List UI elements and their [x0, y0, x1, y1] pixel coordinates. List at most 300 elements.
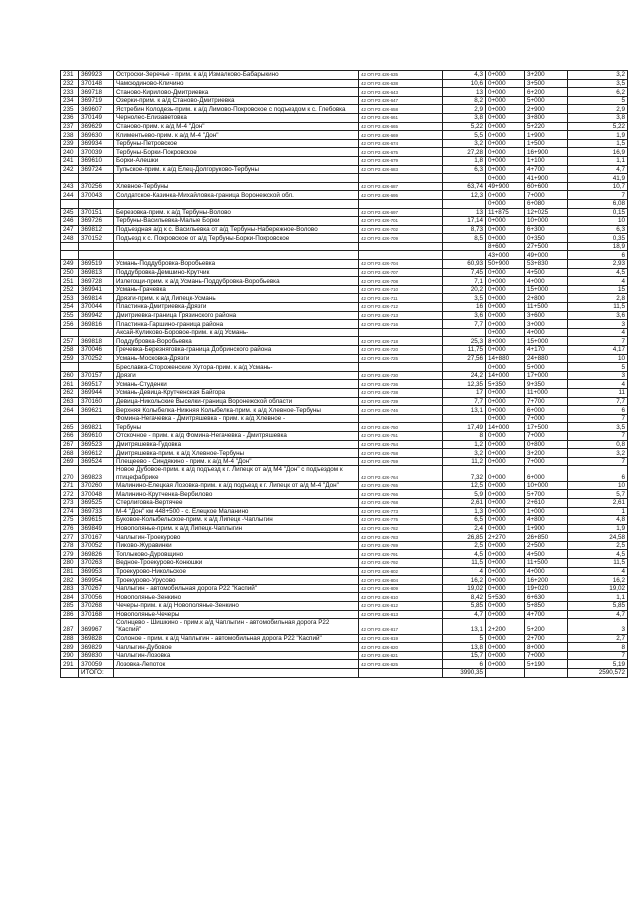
table-row [61, 602, 628, 611]
segment-end-cell: 2+700 [525, 634, 568, 643]
road-length-cell: 13 [443, 88, 486, 97]
segment-end-cell: 6+000 [525, 406, 568, 415]
table-row [61, 524, 628, 533]
segment-length-cell: 3,5 [568, 423, 628, 432]
segment-length-cell: 7 [568, 457, 628, 466]
row-number-cell: 284 [61, 593, 79, 602]
row-number-cell: 282 [61, 576, 79, 585]
segment-end-cell: 5+000 [525, 96, 568, 105]
road-name-cell: Дрязги-прим. к а/д Липецк-Усмань [114, 294, 359, 303]
road-id-cell: 370039 [79, 148, 114, 157]
road-length-cell: 20,2 [443, 285, 486, 294]
segment-length-cell: 4,8 [568, 516, 628, 525]
row-number-cell [61, 328, 79, 337]
segment-end-cell: 4+700 [525, 165, 568, 174]
road-length-cell: 5 [443, 634, 486, 643]
segment-start-cell: 0+000 [486, 346, 525, 355]
table-row [61, 303, 628, 312]
road-name-cell: Тербуны-Васильевка-Малые Борки [114, 217, 359, 226]
road-name-cell: Солоное - прим. к а/д Чаплыгин - автомобильная дорога Р22 "Каспий" [114, 634, 359, 643]
table-row [61, 481, 628, 490]
road-length-cell [443, 363, 486, 372]
table-row [61, 354, 628, 363]
table-row [61, 660, 628, 669]
row-number-cell: 256 [61, 320, 79, 329]
segment-start-cell: 0+000 [486, 414, 525, 423]
road-name-cell: Тербуны-Борки-Покровское [114, 148, 359, 157]
segment-length-cell: 11 [568, 388, 628, 397]
road-code-cell: 42 ОП РЗ 42К-802 [359, 567, 443, 576]
road-length-cell: 8,73 [443, 225, 486, 234]
road-length-cell: 15,7 [443, 651, 486, 660]
segment-length-cell: 1 [568, 507, 628, 516]
road-length-cell: 7,1 [443, 277, 486, 286]
road-name-cell: Поддубровка-Воробьевка [114, 337, 359, 346]
road-code-cell: 42 ОП РЗ 42К-647 [359, 96, 443, 105]
road-id-cell: 370149 [79, 113, 114, 122]
row-number-cell: 249 [61, 260, 79, 269]
road-name-cell: Верхняя Колыбелка-Нижняя Колыбелка-прим. к а/д Хлевное-Тербуны [114, 406, 359, 415]
segment-length-cell: 3 [568, 320, 628, 329]
road-code-cell: 42 ОП РЗ 42К-738 [359, 388, 443, 397]
table-row [61, 320, 628, 329]
table-row [61, 294, 628, 303]
road-length-cell: 4 [443, 567, 486, 576]
segment-length-cell: 10 [568, 481, 628, 490]
segment-start-cell: 0+000 [486, 449, 525, 458]
table-row [61, 431, 628, 440]
segment-end-cell: 11+000 [525, 388, 568, 397]
road-id-cell: 369517 [79, 380, 114, 389]
table-row [61, 498, 628, 507]
road-code-cell: 42 ОП РЗ 42К-718 [359, 337, 443, 346]
row-number-cell: 251 [61, 277, 79, 286]
road-code-cell: 42 ОП РЗ 42К-765 [359, 481, 443, 490]
table-row [61, 71, 628, 80]
segment-end-cell: 6+200 [525, 88, 568, 97]
segment-length-cell: 0,8 [568, 440, 628, 449]
segment-start-cell: 0+000 [486, 285, 525, 294]
road-code-cell: 42 ОП РЗ 42К-669 [359, 131, 443, 140]
road-code-cell: 42 ОП РЗ 42К-658 [359, 105, 443, 114]
segment-end-cell: 2+900 [525, 105, 568, 114]
table-row [61, 242, 628, 251]
road-code-cell [359, 251, 443, 260]
road-id-cell: 369954 [79, 576, 114, 585]
row-number-cell: 269 [61, 457, 79, 466]
row-number-cell: 260 [61, 371, 79, 380]
road-id-cell: 369942 [79, 311, 114, 320]
road-name-cell: Новополянье-Зенкино [114, 593, 359, 602]
road-name-cell: Троекурово-Никольское [114, 567, 359, 576]
segment-start-cell: 0+000 [486, 294, 525, 303]
table-row [61, 363, 628, 372]
segment-end-cell: 5+850 [525, 602, 568, 611]
road-id-cell [79, 363, 114, 372]
table-row [61, 122, 628, 131]
road-id-cell: 369612 [79, 449, 114, 458]
road-code-cell: 42 ОП РЗ 42К-720 [359, 346, 443, 355]
road-length-cell: 2,4 [443, 524, 486, 533]
road-code-cell: 42 ОП РЗ 42К-697 [359, 208, 443, 217]
segment-start-cell: 0+000 [486, 268, 525, 277]
segment-length-cell: 3,2 [568, 449, 628, 458]
road-length-cell: 11,75 [443, 346, 486, 355]
row-number-cell: 289 [61, 643, 79, 652]
road-code-cell: 42 ОП РЗ 42К-746 [359, 406, 443, 415]
road-code-cell: 42 ОП РЗ 42К-817 [359, 619, 443, 634]
row-number-cell: 238 [61, 131, 79, 140]
segment-length-cell: 1,1 [568, 156, 628, 165]
segment-start-cell: 0+000 [486, 516, 525, 525]
table-row [61, 268, 628, 277]
segment-start-cell: 0+000 [486, 113, 525, 122]
segment-length-cell: 15 [568, 285, 628, 294]
road-code-cell: 42 ОП РЗ 42К-764 [359, 466, 443, 481]
segment-length-cell: 5 [568, 96, 628, 105]
row-number-cell: 288 [61, 634, 79, 643]
segment-length-cell: 1,1 [568, 593, 628, 602]
row-number-cell [61, 174, 79, 183]
row-number-cell [61, 363, 79, 372]
road-code-cell: 42 ОП РЗ 42К-825 [359, 660, 443, 669]
road-id-cell: 369953 [79, 567, 114, 576]
table-row [61, 466, 628, 481]
table-row [61, 165, 628, 174]
segment-length-cell: 2,5 [568, 541, 628, 550]
road-length-cell: 6,3 [443, 165, 486, 174]
segment-start-cell: 0+000 [486, 320, 525, 329]
road-name-cell: Станово-прим. к а/д М-4 "Дон" [114, 122, 359, 131]
road-length-cell: 7,45 [443, 268, 486, 277]
segment-start-cell: 0+000 [486, 643, 525, 652]
road-name-cell: Плещеево - Синдякино - прим. к а/д М-4 "Дон" [114, 457, 359, 466]
road-code-cell: 42 ОП РЗ 42К-695 [359, 191, 443, 200]
table-row [61, 251, 628, 260]
row-number-cell: 236 [61, 113, 79, 122]
road-length-cell: 3,5 [443, 294, 486, 303]
table-row [61, 139, 628, 148]
road-length-cell: 2,9 [443, 105, 486, 114]
road-name-cell: Стерлиговка-Вертячее [114, 498, 359, 507]
segment-end-cell: 4+000 [525, 277, 568, 286]
road-code-cell: 42 ОП РЗ 42К-813 [359, 610, 443, 619]
road-code-cell: 42 ОП РЗ 42К-773 [359, 507, 443, 516]
road-code-cell: 42 ОП РЗ 42К-810 [359, 593, 443, 602]
total-cell-blank [525, 669, 568, 678]
road-id-cell: 370052 [79, 541, 114, 550]
segment-length-cell: 19,02 [568, 584, 628, 593]
table-row [61, 388, 628, 397]
road-code-cell [359, 328, 443, 337]
total-label: ИТОГО: [79, 669, 114, 678]
road-name-cell: М-4 "Дон" км 448+500 - с. Елецкое Маланино [114, 507, 359, 516]
row-number-cell: 264 [61, 406, 79, 415]
segment-start-cell: 43+000 [486, 251, 525, 260]
road-code-cell: 42 ОП РЗ 42К-638 [359, 79, 443, 88]
row-number-cell: 239 [61, 139, 79, 148]
road-name-cell: Троекурово-Урусово [114, 576, 359, 585]
road-id-cell: 370046 [79, 346, 114, 355]
road-name-cell [114, 242, 359, 251]
road-code-cell: 42 ОП РЗ 42К-713 [359, 311, 443, 320]
road-code-cell: 42 ОП РЗ 42К-754 [359, 440, 443, 449]
road-id-cell: 369816 [79, 320, 114, 329]
road-id-cell [79, 414, 114, 423]
road-name-cell: Гречевка-Березняговка-граница Добринского района [114, 346, 359, 355]
road-name-cell: Аксай-Куликово-Боровое-прим. к а/д Усмань- [114, 328, 359, 337]
table-row [61, 328, 628, 337]
segment-start-cell: 5+530 [486, 593, 525, 602]
road-code-cell: 42 ОП РЗ 42К-708 [359, 277, 443, 286]
segment-start-cell: 0+000 [486, 466, 525, 481]
segment-start-cell: 0+000 [486, 610, 525, 619]
road-id-cell: 370157 [79, 371, 114, 380]
road-id-cell: 370056 [79, 593, 114, 602]
table-row [61, 651, 628, 660]
road-id-cell [79, 199, 114, 208]
road-name-cell: Топлыково-Дуровщино [114, 550, 359, 559]
row-number-cell: 252 [61, 285, 79, 294]
road-code-cell: 42 ОП РЗ 42К-812 [359, 602, 443, 611]
road-name-cell: Чаплыгин - автомобильная дорога Р22 "Каспий" [114, 584, 359, 593]
road-length-cell: 3,2 [443, 449, 486, 458]
row-number-cell: 263 [61, 397, 79, 406]
table-row [61, 217, 628, 226]
table-row [61, 423, 628, 432]
segment-start-cell: 0+000 [486, 139, 525, 148]
road-name-cell: Ястребин Колодезь-прим. к а/д Лимово-Покровское с подъездом к с. Глебовка [114, 105, 359, 114]
road-code-cell [359, 414, 443, 423]
road-name-cell: Излегощи-прим. к а/д Усмань-Поддубровка-Воробьевка [114, 277, 359, 286]
road-length-cell: 7,7 [443, 320, 486, 329]
segment-length-cell: 6,3 [568, 225, 628, 234]
row-number-cell: 246 [61, 217, 79, 226]
segment-length-cell: 2,9 [568, 105, 628, 114]
row-number-cell: 273 [61, 498, 79, 507]
segment-end-cell: 3+000 [525, 320, 568, 329]
road-code-cell: 42 ОП РЗ 42К-661 [359, 113, 443, 122]
segment-length-cell: 6,08 [568, 199, 628, 208]
road-name-cell: Поддубровка-Демшино-Крутчик [114, 268, 359, 277]
road-length-cell: 60,93 [443, 260, 486, 269]
road-code-cell: 42 ОП РЗ 42К-792 [359, 559, 443, 568]
road-length-cell: 7,7 [443, 397, 486, 406]
segment-length-cell: 18,9 [568, 242, 628, 251]
road-name-cell: Чаплыгин-Троекурово [114, 533, 359, 542]
road-length-cell: 2,5 [443, 541, 486, 550]
road-name-cell: Новополянье-прим. к а/д Липецк-Чаплыгин [114, 524, 359, 533]
row-number-cell: 280 [61, 559, 79, 568]
segment-start-cell: 0+000 [486, 96, 525, 105]
total-cell-blank [114, 669, 359, 678]
road-code-cell: 42 ОП РЗ 42К-643 [359, 88, 443, 97]
road-code-cell: 42 ОП РЗ 42К-775 [359, 516, 443, 525]
segment-start-cell: 11+875 [486, 208, 525, 217]
road-code-cell: 42 ОП РЗ 42К-766 [359, 490, 443, 499]
table-row [61, 449, 628, 458]
segment-end-cell: 1+100 [525, 156, 568, 165]
table-row [61, 208, 628, 217]
road-name-cell: Дмитриевка-граница Грязинского района [114, 311, 359, 320]
segment-length-cell: 6 [568, 406, 628, 415]
segment-start-cell: 0+000 [486, 199, 525, 208]
road-length-cell: 5,22 [443, 122, 486, 131]
road-code-cell: 42 ОП РЗ 42К-820 [359, 643, 443, 652]
segment-start-cell: 0+000 [486, 131, 525, 140]
table-row [61, 225, 628, 234]
segment-start-cell: 0+000 [486, 234, 525, 243]
road-length-cell [443, 328, 486, 337]
segment-end-cell: 19+020 [525, 584, 568, 593]
segment-start-cell: 0+000 [486, 457, 525, 466]
table-row [61, 182, 628, 191]
road-name-cell: Усмань-Студенки [114, 380, 359, 389]
road-id-cell: 370043 [79, 191, 114, 200]
road-code-cell: 42 ОП РЗ 42К-711 [359, 294, 443, 303]
total-length: 3990,35 [443, 669, 486, 678]
road-code-cell: 42 ОП РЗ 42К-674 [359, 139, 443, 148]
segment-end-cell: 12+025 [525, 208, 568, 217]
road-name-cell: Фомина-Негачевка - Дмитряшевка - прим. к а/д Хлевное - [114, 414, 359, 423]
road-id-cell: 369523 [79, 440, 114, 449]
segment-start-cell: 0+000 [486, 481, 525, 490]
road-name-cell: Дрязги [114, 371, 359, 380]
row-number-cell: 285 [61, 602, 79, 611]
row-number-cell: 258 [61, 346, 79, 355]
segment-start-cell: 0+000 [486, 174, 525, 183]
road-code-cell: 42 ОП РЗ 42К-709 [359, 234, 443, 243]
segment-start-cell: 0+000 [486, 79, 525, 88]
road-id-cell: 369813 [79, 268, 114, 277]
road-id-cell: 370151 [79, 208, 114, 217]
road-name-cell: Чамсюдиново-Кличино [114, 79, 359, 88]
table-row [61, 440, 628, 449]
segment-end-cell: 11+500 [525, 559, 568, 568]
road-id-cell: 369830 [79, 651, 114, 660]
road-id-cell: 369812 [79, 225, 114, 234]
segment-start-cell: 0+000 [486, 363, 525, 372]
road-id-cell: 369934 [79, 139, 114, 148]
road-name-cell: Лозовка-Лепоток [114, 660, 359, 669]
road-code-cell: 42 ОП РЗ 42К-809 [359, 584, 443, 593]
road-length-cell: 26,85 [443, 533, 486, 542]
segment-start-cell: 2+200 [486, 619, 525, 634]
road-code-cell: 42 ОП РЗ 42К-687 [359, 182, 443, 191]
row-number-cell: 254 [61, 303, 79, 312]
row-number-cell: 243 [61, 182, 79, 191]
road-code-cell: 42 ОП РЗ 42К-739 [359, 397, 443, 406]
segment-start-cell: 0+000 [486, 148, 525, 157]
road-length-cell: 8,2 [443, 96, 486, 105]
segment-end-cell: 4+170 [525, 346, 568, 355]
road-name-cell: Усмань-Московка-Дрязги [114, 354, 359, 363]
table-row [61, 541, 628, 550]
row-number-cell: 235 [61, 105, 79, 114]
segment-start-cell: 0+000 [486, 88, 525, 97]
road-id-cell: 369944 [79, 388, 114, 397]
road-code-cell: 42 ОП РЗ 42К-783 [359, 533, 443, 542]
segment-start-cell: 0+000 [486, 576, 525, 585]
road-name-cell: Девица-Никольские Выселки-граница Воронежской области [114, 397, 359, 406]
road-code-cell: 42 ОП РЗ 42К-791 [359, 550, 443, 559]
road-length-cell: 12,5 [443, 481, 486, 490]
table-row [61, 576, 628, 585]
road-name-cell: Ведное-Троекурово-Конюшки [114, 559, 359, 568]
road-id-cell: 369821 [79, 423, 114, 432]
row-number-cell: 261 [61, 380, 79, 389]
road-id-cell: 369733 [79, 507, 114, 516]
segment-start-cell: 0+000 [486, 303, 525, 312]
segment-end-cell: 4+000 [525, 567, 568, 576]
road-id-cell: 369726 [79, 217, 114, 226]
row-number-cell [61, 199, 79, 208]
road-code-cell [359, 174, 443, 183]
road-length-cell: 8,42 [443, 593, 486, 602]
segment-end-cell: 7+000 [525, 457, 568, 466]
row-number-cell [61, 242, 79, 251]
road-length-cell: 5,5 [443, 131, 486, 140]
segment-end-cell: 16+200 [525, 576, 568, 585]
road-length-cell: 4,3 [443, 71, 486, 80]
table-row [61, 507, 628, 516]
total-cell-blank [486, 669, 525, 678]
table-row [61, 174, 628, 183]
total-cell-blank [359, 669, 443, 678]
road-id-cell: 370160 [79, 397, 114, 406]
segment-end-cell: 6+630 [525, 593, 568, 602]
segment-end-cell: 2+610 [525, 498, 568, 507]
road-code-cell: 42 ОП РЗ 42К-782 [359, 524, 443, 533]
segment-start-cell: 0+000 [486, 498, 525, 507]
road-code-cell: 42 ОП РЗ 42К-736 [359, 380, 443, 389]
road-length-cell: 1,3 [443, 507, 486, 516]
road-name-cell: Солнцево - Шишкино - прим.к а/д Чаплыгин - автомобильная дорога Р22 "Каспий" [114, 619, 359, 634]
road-length-cell: 25,3 [443, 337, 486, 346]
road-length-cell: 3,6 [443, 311, 486, 320]
road-id-cell: 369610 [79, 156, 114, 165]
row-number-cell: 266 [61, 431, 79, 440]
segment-end-cell: 17+500 [525, 423, 568, 432]
road-length-cell: 1,8 [443, 156, 486, 165]
table-row [61, 397, 628, 406]
row-number-cell: 247 [61, 225, 79, 234]
road-id-cell: 370152 [79, 234, 114, 243]
table-row [61, 191, 628, 200]
segment-start-cell: 0+000 [486, 651, 525, 660]
road-length-cell: 13,1 [443, 619, 486, 634]
road-id-cell: 369621 [79, 406, 114, 415]
road-length-cell [443, 174, 486, 183]
table-row [61, 260, 628, 269]
road-id-cell: 369524 [79, 457, 114, 466]
road-length-cell [443, 199, 486, 208]
segment-length-cell: 7 [568, 191, 628, 200]
segment-start-cell: 0+000 [486, 406, 525, 415]
road-id-cell: 369829 [79, 643, 114, 652]
segment-length-cell: 16,2 [568, 576, 628, 585]
table-row [61, 619, 628, 634]
segment-length-cell: 0,35 [568, 234, 628, 243]
road-length-cell: 1,2 [443, 440, 486, 449]
road-code-cell: 42 ОП РЗ 42К-679 [359, 156, 443, 165]
segment-start-cell: 14+880 [486, 354, 525, 363]
row-number-cell: 255 [61, 311, 79, 320]
road-name-cell: Тербуны-Петровское [114, 139, 359, 148]
road-id-cell [79, 251, 114, 260]
table-row [61, 199, 628, 208]
road-id-cell: 369828 [79, 634, 114, 643]
